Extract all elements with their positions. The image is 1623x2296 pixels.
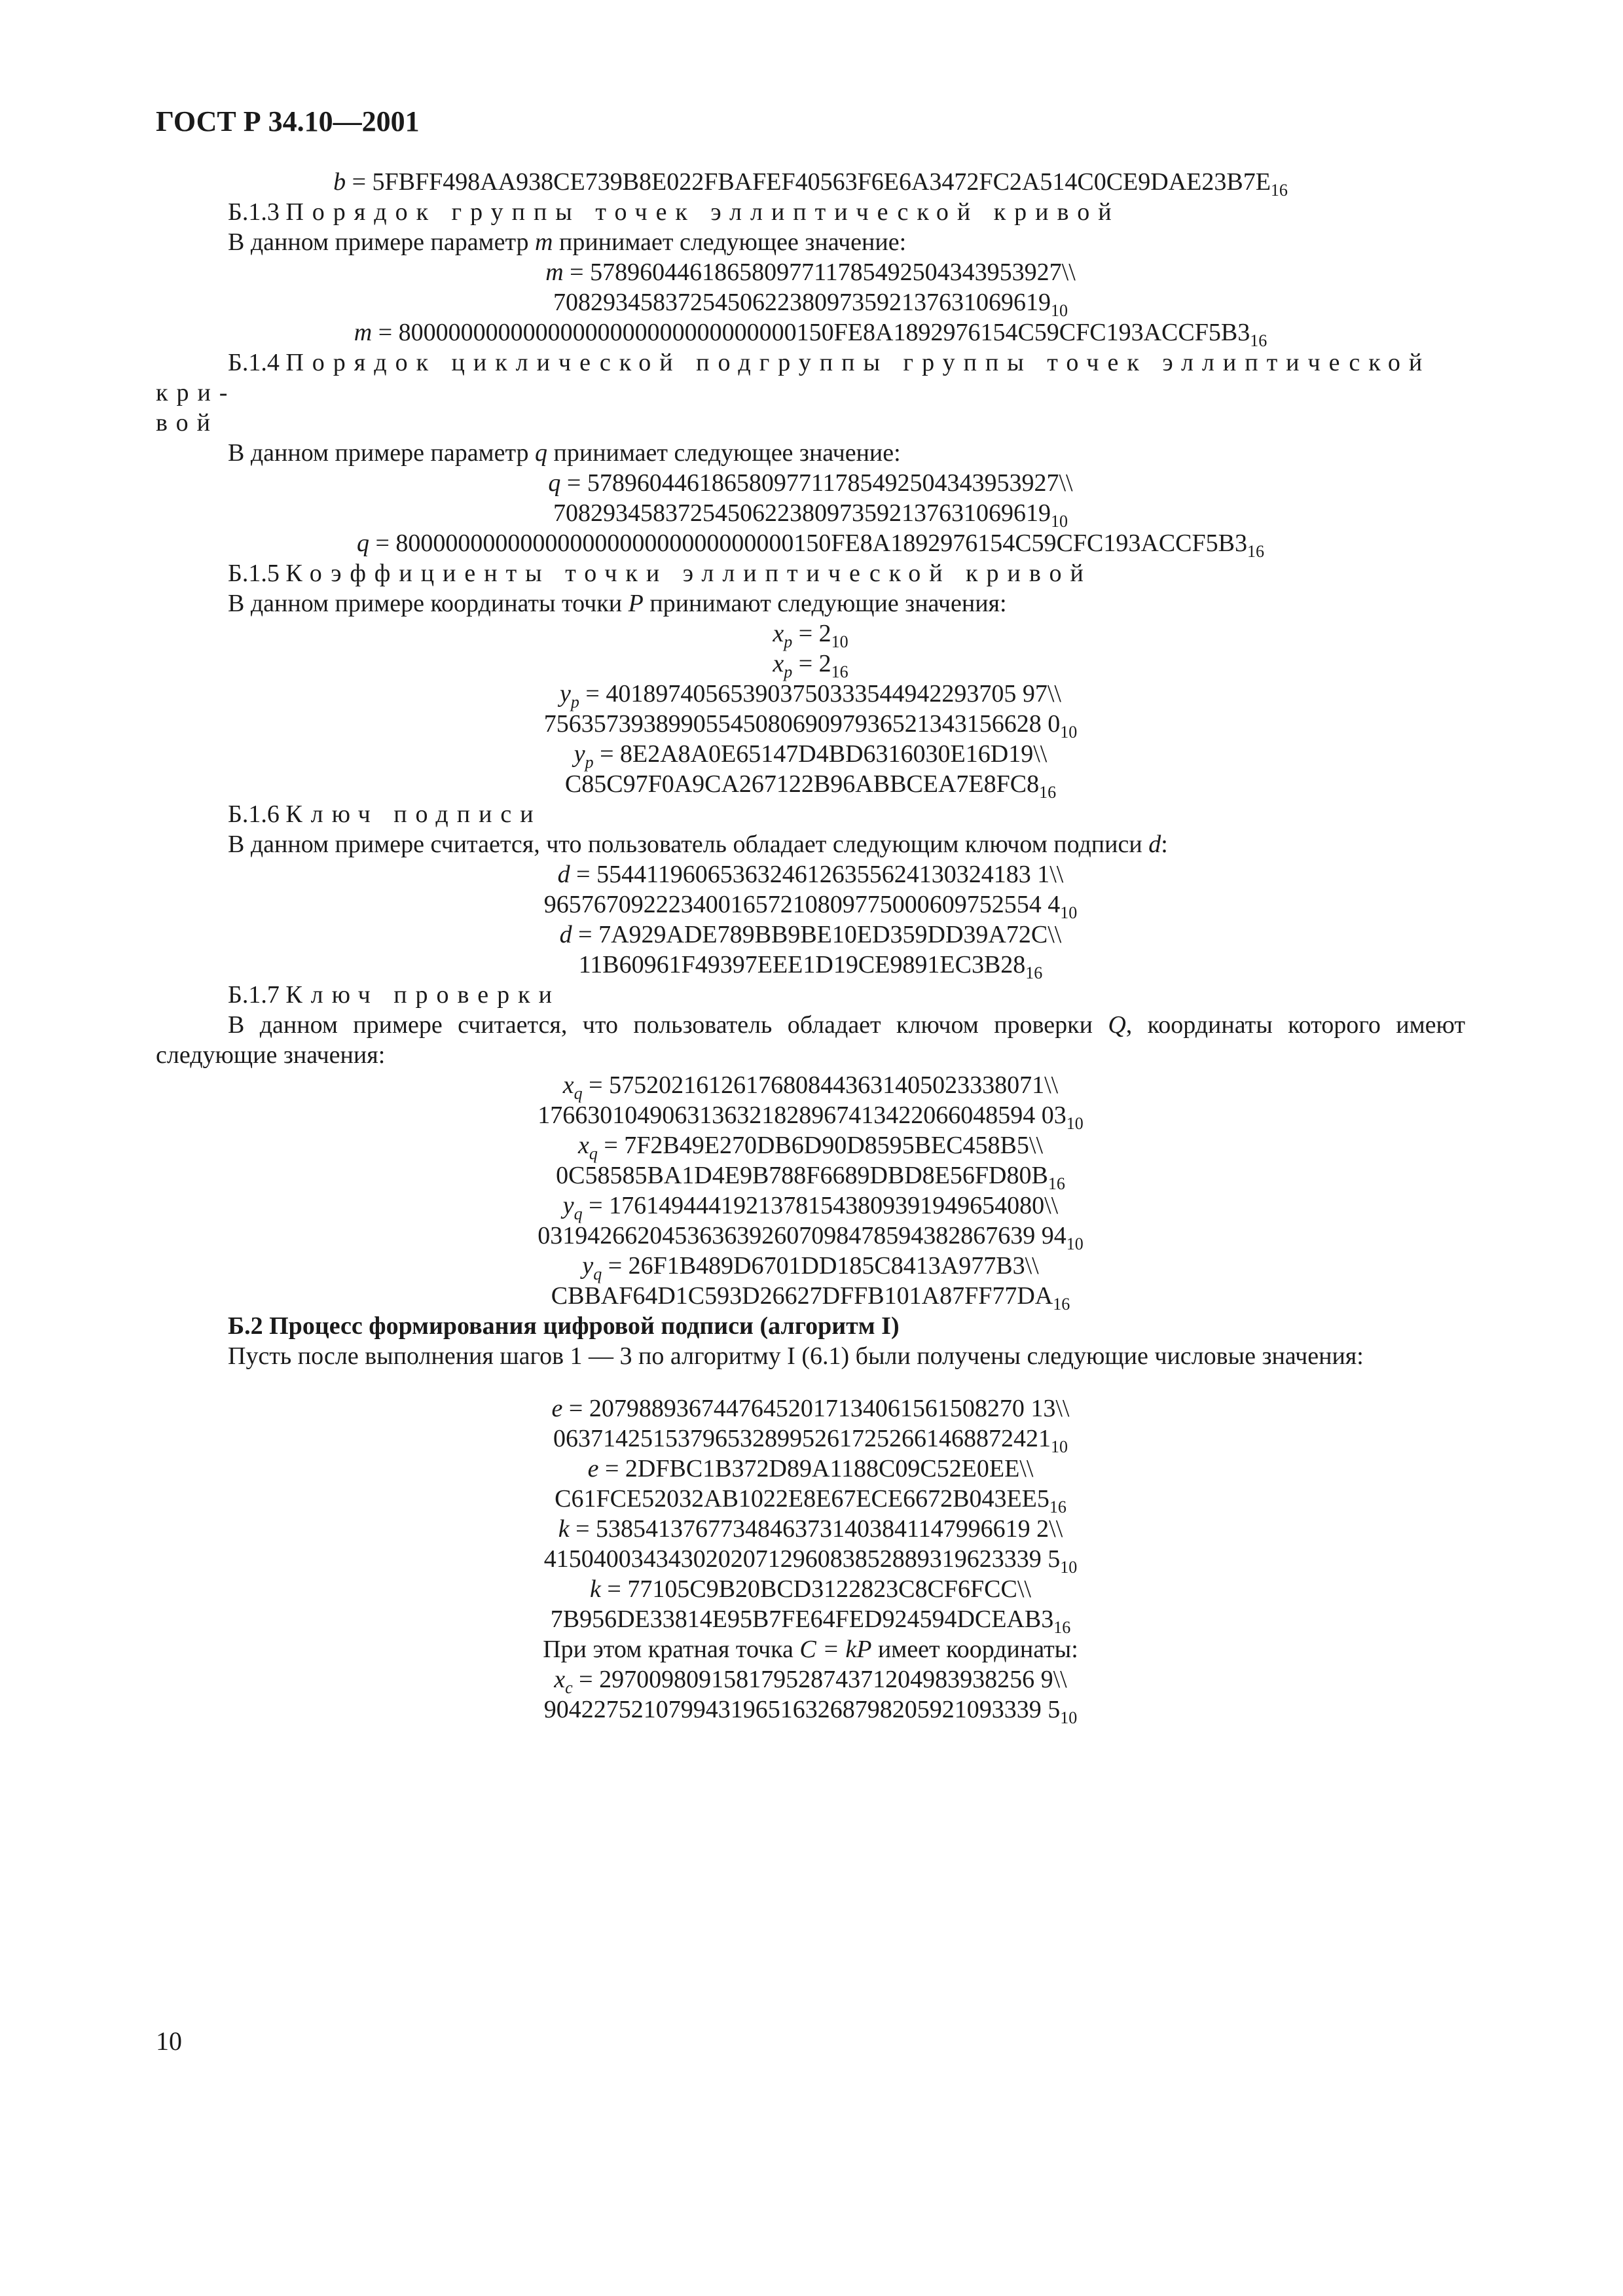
spacer	[156, 1371, 1465, 1393]
paragraph-b13-intro: В данном примере параметр m принимает следующее значение:	[228, 228, 907, 256]
equation-yp-dec-line2: 7563573938990554508069097936521343156628 $0_{10}$	[543, 710, 1078, 742]
equation-k-hex-line2: $7B956DE33814E95B7FE64FED924594DCEAB3_{16}$	[550, 1605, 1071, 1637]
paragraph-b15-intro: В данном примере координаты точки P принимают следующие значения:	[228, 590, 1007, 617]
equation-e-dec-line2: $0637142515379653289952617252661468872421_{10}$	[553, 1425, 1068, 1456]
equation-xq-dec-line2: 1766301049063136321828967413422066048594 $03_{10}$	[538, 1102, 1084, 1133]
equation-e-hex-line1: e = 2DFBC1B372D89A1188C09C52E0EE\\	[587, 1455, 1034, 1482]
equation-xp-hex: $x_p = 2_{16}$	[773, 650, 848, 681]
equation-k-dec-line2: 4150400343430202071296083852889319623339 $5_{10}$	[543, 1545, 1078, 1577]
section-heading-b17: Б.1.7 Ключ проверки	[228, 981, 560, 1009]
equation-xc-dec-line1: $x_c = 29700980915817952874371204983938256$ 9\\	[554, 1666, 1067, 1697]
equation-m-dec-line2: $7082934583725450622380973592137631069619_{10}$	[553, 289, 1068, 320]
standard-header: ГОСТ Р 34.10—2001	[156, 105, 420, 137]
equation-d-dec-line1: d = 55441196065363246126355624130324183 1\\	[557, 861, 1064, 888]
equation-m-dec-line1: m = 57896044618658097711785492504343953927\\	[545, 259, 1076, 286]
section-heading-b2: Б.2 Процесс формирования цифровой подписи (алгоритм I)	[228, 1312, 900, 1340]
equation-yq-hex-line1: $y_q$ = 26F1B489D6701DD185C8413A977B3\\	[582, 1252, 1039, 1283]
section-heading-b14: Б.1.4 Порядок циклической подгруппы группы точек эллиптической кри-	[156, 349, 1431, 406]
page-number: 10	[156, 2026, 182, 2056]
equation-xq-hex-line2: $0C58585BA1D4E9B788F6689DBD8E56FD80B_{16}$	[556, 1162, 1065, 1193]
equation-d-dec-line2: 9657670922234001657210809775000609752554 $4_{10}$	[543, 891, 1078, 922]
equation-xc-dec-line2: 9042275210799431965163268798205921093339 $5_{10}$	[543, 1696, 1078, 1727]
equation-m-hex: $m = 80000000000000000000000000000000150FE8A1892976154C59CFC193ACCF5B3_{16}$	[354, 319, 1267, 350]
equation-q-dec-line1: q = 57896044618658097711785492504343953927\\	[548, 469, 1073, 497]
section-heading-b13: Б.1.3 Порядок группы точек эллиптической кривой	[228, 198, 1120, 226]
equation-q-hex: $q = 80000000000000000000000000000000150FE8A1892976154C59CFC193ACCF5B3_{16}$	[356, 529, 1264, 561]
equation-xq-hex-line1: $x_q$ = 7F2B49E270DB6D90D8595BEC458B5\\	[577, 1132, 1044, 1163]
paragraph-b17-intro: В данном примере считается, что пользователь обладает ключом проверки Q, координаты которого имеют следующие значения:	[156, 1011, 1465, 1069]
equation-xq-dec-line1: $x_q$ = 57520216126176808443631405023338071\\	[562, 1071, 1059, 1103]
section-heading-b15: Б.1.5 Коэффициенты точки эллиптической кривой	[228, 560, 1092, 587]
equation-yp-dec-line1: $y_p = 401897405653903750333544942293705$ 97\\	[560, 680, 1061, 711]
section-heading-b16: Б.1.6 Ключ подписи	[228, 800, 542, 828]
equation-yq-hex-line2: $CBBAF64D1C593D26627DFFB101A87FF77DA_{16}$	[551, 1282, 1070, 1314]
equation-b-hex: $b = 5FBFF498AA938CE739B8E022FBAFEF40563F6E6A3472FC2A514C0CE9DAE23B7E_{16}$	[333, 168, 1288, 200]
paragraph-multiple-point: При этом кратная точка C = kP имеет координаты:	[543, 1636, 1078, 1663]
paragraph-b14-intro: В данном примере параметр q принимает следующее значение:	[228, 439, 901, 467]
equation-k-hex-line1: k = 77105C9B20BCD3122823C8CF6FCC\\	[590, 1575, 1031, 1603]
paragraph-b2-intro: Пусть после выполнения шагов 1 — 3 по алгоритму I (6.1) были получены следующие числовые значения:	[228, 1342, 1364, 1370]
equation-xp-dec: $x_p = 2_{10}$	[773, 620, 848, 651]
page-content	[156, 167, 1465, 1725]
equation-d-hex-line1: d = 7A929ADE789BB9BE10ED359DD39A72C\\	[559, 921, 1062, 948]
equation-d-hex-line2: $11B60961F49397EEE1D19CE9891EC3B28_{16}$	[578, 951, 1043, 982]
equation-q-dec-line2: $7082934583725450622380973592137631069619_{10}$	[553, 499, 1068, 531]
equation-yp-hex-line2: $C85C97F0A9CA267122B96ABBCEA7E8FC8_{16}$	[564, 770, 1057, 802]
equation-e-dec-line1: e = 20798893674476452017134061561508270 13\\	[551, 1395, 1070, 1422]
equation-yq-dec-line1: $y_q$ = 17614944419213781543809391949654080\\	[562, 1192, 1059, 1223]
equation-k-dec-line1: k = 53854137677348463731403841147996619 2\\	[558, 1515, 1063, 1543]
paragraph-b16-intro: В данном примере считается, что пользователь обладает следующим ключом подписи d:	[228, 831, 1168, 858]
equation-yq-dec-line2: 0319426620453636392607098478594382867639 $94_{10}$	[538, 1222, 1084, 1253]
equation-e-hex-line2: $C61FCE52032AB1022E8E67ECE6672B043EE5_{16}$	[555, 1485, 1067, 1516]
section-heading-b14-continuation: вой	[156, 409, 219, 437]
equation-yp-hex-line1: $y_p$ = 8E2A8A0E65147D4BD6316030E16D19\\	[574, 740, 1048, 772]
